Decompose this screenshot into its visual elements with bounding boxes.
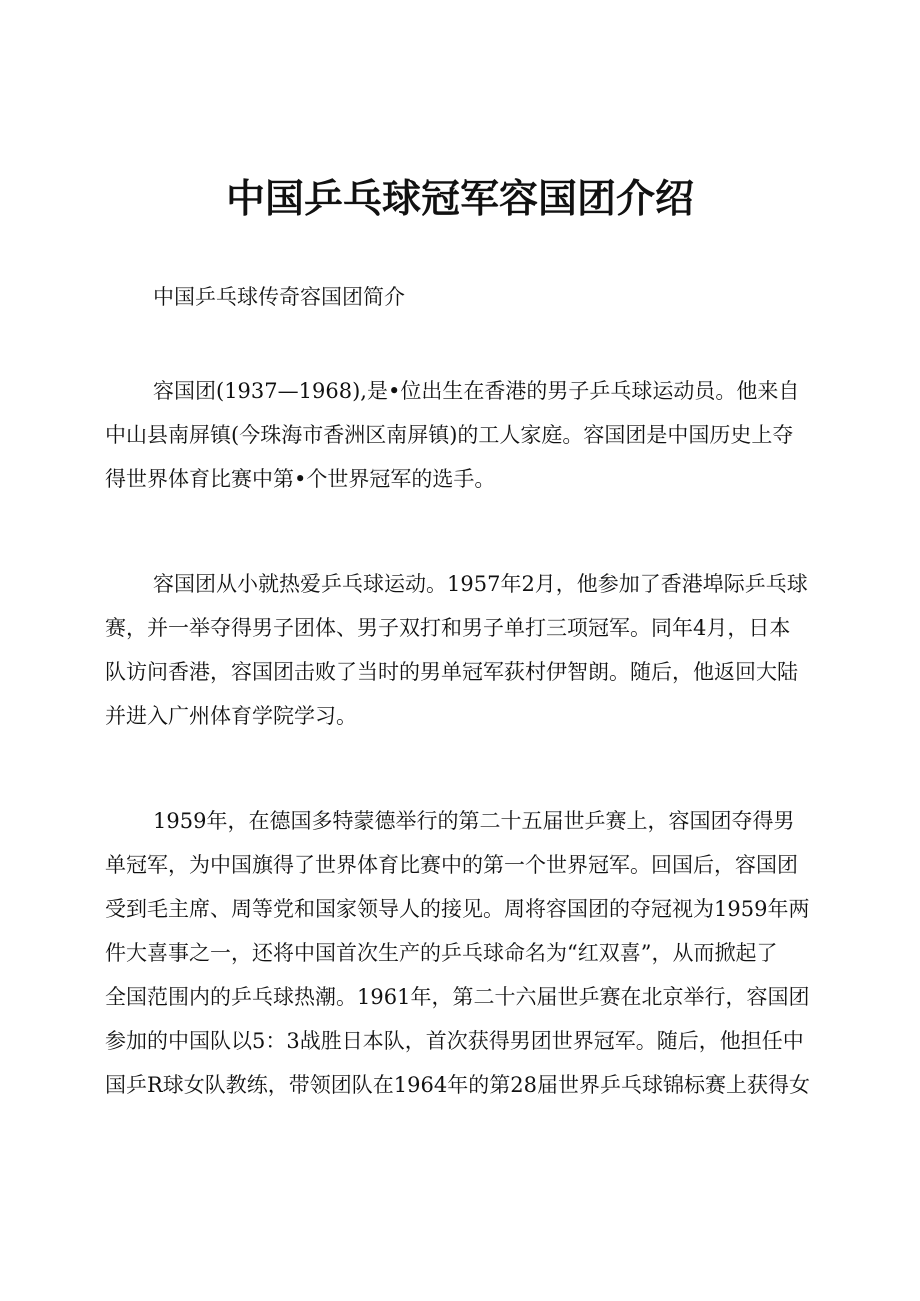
paragraph-line: 容国团(1937—1968),是•位出生在香港的男子乒乓球运动员。他来自 [153, 379, 800, 403]
paragraph-line: 赛，并一举夺得男子团体、男子双打和男子单打三项冠军。同年4月，日本 [105, 616, 791, 640]
paragraph-line: 全国范围内的乒乓球热潮。1961年，第二十六届世乒赛在北京举行，容国团 [105, 985, 810, 1009]
paragraph-1 [105, 369, 817, 501]
paragraph-line: 受到毛主席、周等党和国家领导人的接见。周将容国团的夺冠视为1959年两 [105, 897, 810, 921]
paragraph-line: 队访问香港，容国团击败了当时的男单冠军荻村伊智朗。随后，他返回大陆 [105, 660, 798, 684]
paragraph-line: 容国团从小就热爱乒乓球运动。1957年2月，他参加了香港埠际乒乓球 [153, 572, 808, 596]
paragraph-line: 单冠军，为中国旗得了世界体育比赛中的第一个世界冠军。回国后，容国团 [105, 853, 798, 877]
document-title: 中国乒乓球冠军容国团介绍 [225, 177, 694, 222]
paragraph-line: 国乒R球女队教练，带领团队在1964年的第28届世界乒乓球锦标赛上获得女 [105, 1073, 810, 1097]
paragraph-line: 中山县南屏镇(今珠海市香洲区南屏镇)的工人家庭。容国团是中国历史上夺 [105, 423, 794, 447]
paragraph-3 [105, 799, 817, 1107]
paragraph-2 [105, 562, 817, 738]
paragraph-line: 并进入广州体育学院学习。 [105, 704, 357, 728]
paragraph-line: 参加的中国队以5：3战胜日本队，首次获得男团世界冠军。随后，他担任中 [105, 1029, 804, 1053]
document-subtitle: 中国乒乓球传奇容国团简介 [153, 285, 405, 309]
paragraph-line: 1959年，在德国多特蒙德举行的第二十五届世乒赛上，容国团夺得男 [153, 809, 795, 833]
paragraph-line: 件大喜事之一，还将中国首次生产的乒乓球命名为“红双喜”，从而掀起了 [105, 941, 778, 965]
paragraph-line: 得世界体育比赛中第•个世界冠军的选手。 [105, 467, 496, 491]
